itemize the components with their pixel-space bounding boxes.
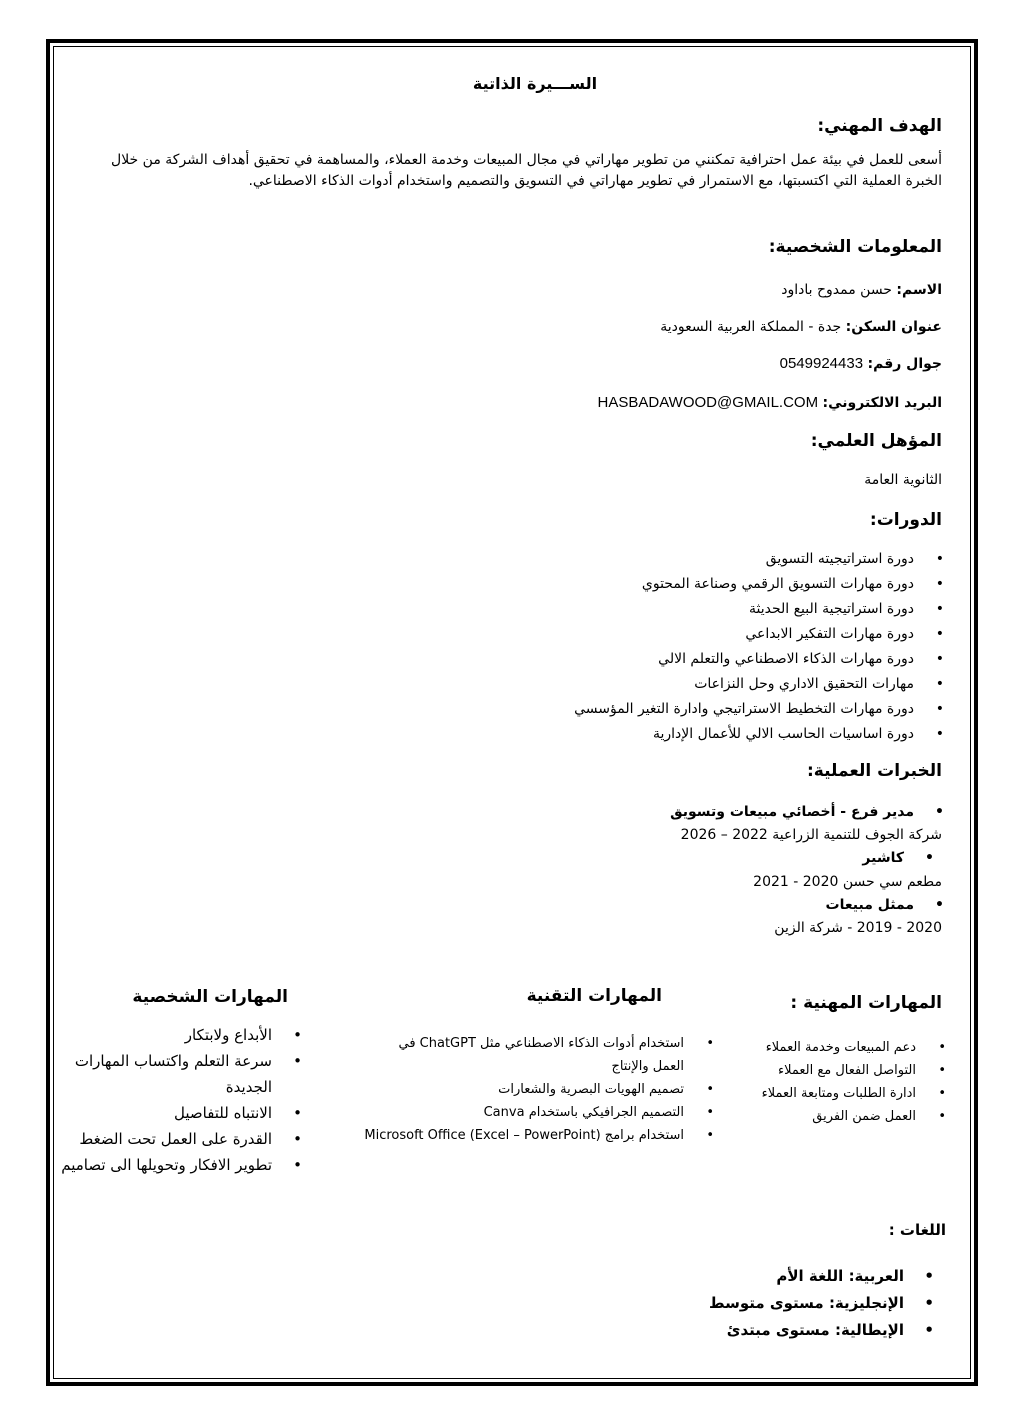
- languages-heading: اللغات :: [888, 1221, 946, 1239]
- list-item: [709, 1263, 904, 1290]
- experience-role: • كاشير: [670, 848, 904, 869]
- language-name: الإيطالية:: [834, 1321, 904, 1339]
- list-item: • دورة استراتيجيته التسويق: [574, 547, 914, 572]
- list-item: [709, 1290, 904, 1317]
- personal-skills-heading: المهارات الشخصية: [132, 987, 288, 1007]
- experience-detail: 2020 - 2019 - شركة الزين: [774, 920, 942, 936]
- address-value: جدة - المملكة العربية السعودية: [660, 319, 842, 335]
- personal-skills-list: [52, 1022, 272, 1178]
- address-label: عنوان السكن:: [845, 319, 942, 335]
- list-item: • دعم المبيعات وخدمة العملاء: [762, 1036, 916, 1059]
- languages-list: [709, 1263, 904, 1344]
- list-item: [709, 1317, 904, 1344]
- name-value: حسن ممدوح باداود: [781, 282, 892, 298]
- phone-label: جوال رقم:: [867, 356, 942, 372]
- list-item: • دورة استراتيجية البيع الحديثة: [574, 597, 914, 622]
- language-level: اللغة الأم: [776, 1267, 844, 1285]
- experience-role: • مدير فرع - أخصائي مبيعات وتسويق: [670, 802, 914, 823]
- experience-detail: شركة الجوف للتنمية الزراعية 2022 – 2026: [680, 827, 942, 843]
- personal-heading: المعلومات الشخصية:: [768, 237, 942, 257]
- objective-text: أسعى للعمل في بيئة عمل احترافية تمكنني من تطوير مهاراتي في مجال المبيعات وخدمة العملاء، والمساهمة في تحقيق أهداف الشركة من خلال الخبرة العملية التي اكتسبتها، مع الاستمرار في تطوير مهاراتي في التسويق والتصميم واستخدام أدوات الذكاء الاصطناعي.: [111, 152, 942, 189]
- experience-item-1: [670, 802, 914, 823]
- experience-item-2: [670, 848, 904, 869]
- list-item: • مهارات التحقيق الاداري وحل النزاعات: [574, 672, 914, 697]
- list-item: • التصميم الجرافيكي باستخدام Canva: [284, 1101, 684, 1124]
- address-row: [660, 317, 942, 338]
- technical-skills-heading: المهارات التقنية: [526, 986, 662, 1006]
- list-item: • تطوير الافكار وتحويلها الى تصاميم: [52, 1152, 272, 1178]
- education-heading: المؤهل العلمي:: [810, 431, 942, 451]
- language-level: مستوى متوسط: [709, 1294, 824, 1312]
- list-item: • دورة اساسيات الحاسب الالي للأعمال الإدارية: [574, 722, 914, 747]
- name-row: [781, 280, 942, 301]
- language-level: مستوى مبتدئ: [726, 1321, 830, 1339]
- cv-title: الســـيرة الذاتية: [472, 74, 598, 93]
- technical-skills-list: [284, 1032, 684, 1147]
- list-item: • الأبداع ولابتكار: [52, 1022, 272, 1048]
- professional-skills-heading: المهارات المهنية :: [790, 993, 942, 1013]
- experience-item-3: [670, 895, 914, 916]
- list-item: • ادارة الطلبات ومتابعة العملاء: [762, 1082, 916, 1105]
- professional-skills-list: [762, 1036, 916, 1128]
- courses-list: [574, 547, 914, 747]
- language-name: العربية:: [848, 1267, 904, 1285]
- list-item: • التواصل الفعال مع العملاء: [762, 1059, 916, 1082]
- email-value: HASBADAWOOD@GMAIL.COM: [597, 394, 819, 411]
- phone-value: 0549924433: [779, 355, 864, 372]
- list-item: • دورة مهارات التفكير الابداعي: [574, 622, 914, 647]
- name-label: الاسم:: [896, 282, 942, 298]
- list-item: • الانتباه للتفاصيل: [52, 1100, 272, 1126]
- list-item: • دورة مهارات التخطيط الاستراتيجي وادارة التغير المؤسسي: [574, 697, 914, 722]
- list-item: • دورة مهارات الذكاء الاصطناعي والتعلم الالي: [574, 647, 914, 672]
- language-name: الإنجليزية:: [828, 1294, 904, 1312]
- list-item: • العمل ضمن الفريق: [762, 1105, 916, 1128]
- list-item: • تصميم الهويات البصرية والشعارات: [284, 1078, 684, 1101]
- experience-heading: الخبرات العملية:: [807, 761, 942, 781]
- list-item: • سرعة التعلم واكتساب المهارات الجديدة: [52, 1048, 272, 1100]
- courses-heading: الدورات:: [869, 510, 942, 530]
- experience-detail: مطعم سي حسن 2020 - 2021: [753, 874, 942, 890]
- email-label: البريد الالكتروني:: [822, 395, 942, 411]
- email-row: [598, 392, 942, 414]
- list-item: • دورة مهارات التسويق الرقمي وصناعة المحتوي: [574, 572, 914, 597]
- list-item: • القدرة على العمل تحت الضغط: [52, 1126, 272, 1152]
- list-item: • استخدام برامج Microsoft Office (Excel – PowerPoint): [284, 1124, 684, 1147]
- phone-row: [780, 353, 942, 375]
- experience-list: [670, 802, 942, 941]
- experience-role: • ممثل مبيعات: [670, 895, 914, 916]
- objective-heading: الهدف المهني:: [817, 116, 942, 136]
- education-text: الثانوية العامة: [864, 472, 942, 488]
- list-item: • استخدام أدوات الذكاء الاصطناعي مثل ChatGPT في العمل والإنتاج: [384, 1032, 684, 1078]
